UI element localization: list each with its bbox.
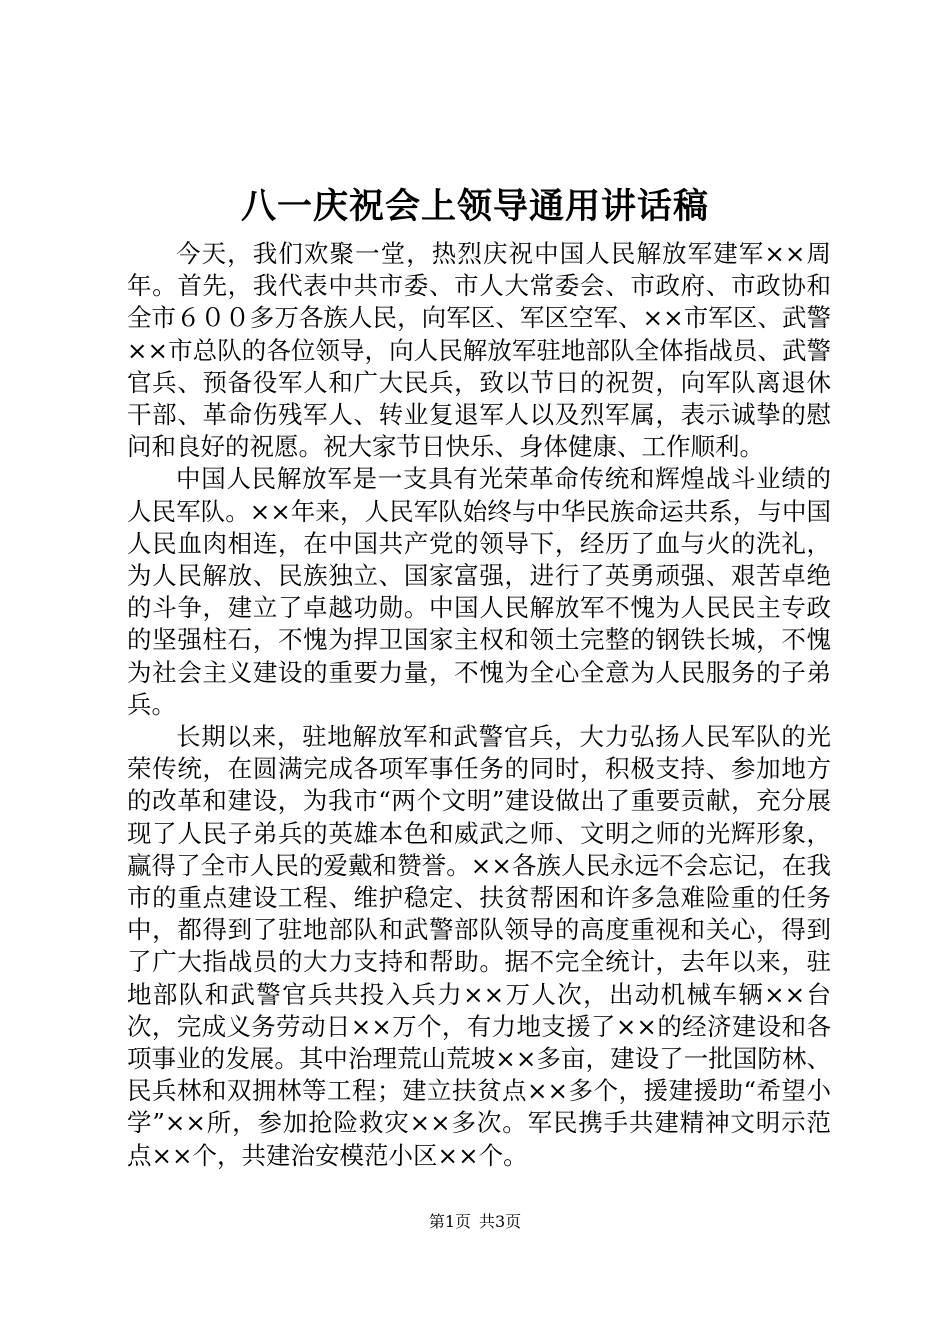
document-body — [127, 238, 831, 1172]
paragraph-3: 长期以来，驻地解放军和武警官兵，大力弘扬人民军队的光荣传统，在圆满完成各项军事任务的同时，积极支持、参加地方的改革和建设，为我市“两个文明”建设做出了重要贡献，充分展现了人民子弟兵的英雄本色和威武之师、文明之师的光辉形象，赢得了全市人民的爱戴和赞誉。××各族人民永远不会忘记，在我市的重点建设工程、维护稳定、扶贫帮困和许多急难险重的任务中，都得到了驻地部队和武警部队领导的高度重视和关心，得到了广大指战员的大力支持和帮助。据不完全统计，去年以来，驻地部队和武警官兵共投入兵力××万人次，出动机械车辆××台次，完成义务劳动日××万个，有力地支援了××的经济建设和各项事业的发展。其中治理荒山荒坡××多亩，建设了一批国防林、民兵林和双拥林等工程；建立扶贫点××多个，援建援助“希望小学”××所，参加抢险救灾××多次。军民携手共建精神文明示范点××个，共建治安模范小区××个。 — [127, 722, 831, 1170]
page-footer — [0, 1211, 950, 1233]
page-total: 共3页 — [479, 1212, 522, 1231]
document-title: 八一庆祝会上领导通用讲话稿 — [240, 186, 709, 227]
page-number: 第1页 — [428, 1212, 471, 1231]
paragraph-1: 今天，我们欢聚一堂，热烈庆祝中国人民解放军建军××周年。首先，我代表中共市委、市人大常委会、市政府、市政协和全市６００多万各族人民，向军区、军区空军、××市军区、武警××市总队的各位领导，向人民解放军驻地部队全体指战员、武警官兵、预备役军人和广大民兵，致以节日的祝贺，向军队离退休干部、革命伤残军人、转业复退军人以及烈军属，表示诚挚的慰问和良好的祝愿。祝大家节日快乐、身体健康、工作顺利。 — [127, 239, 831, 462]
paragraph-2: 中国人民解放军是一支具有光荣革命传统和辉煌战斗业绩的人民军队。××年来，人民军队始终与中华民族命运共系，与中国人民血肉相连，在中国共产党的领导下，经历了血与火的洗礼，为人民解放、民族独立、国家富强，进行了英勇顽强、艰苦卓绝的斗争，建立了卓越功勋。中国人民解放军不愧为人民民主专政的坚强柱石，不愧为捍卫国家主权和领土完整的钢铁长城，不愧为社会主义建设的重要力量，不愧为全心全意为人民服务的子弟兵。 — [127, 464, 831, 719]
